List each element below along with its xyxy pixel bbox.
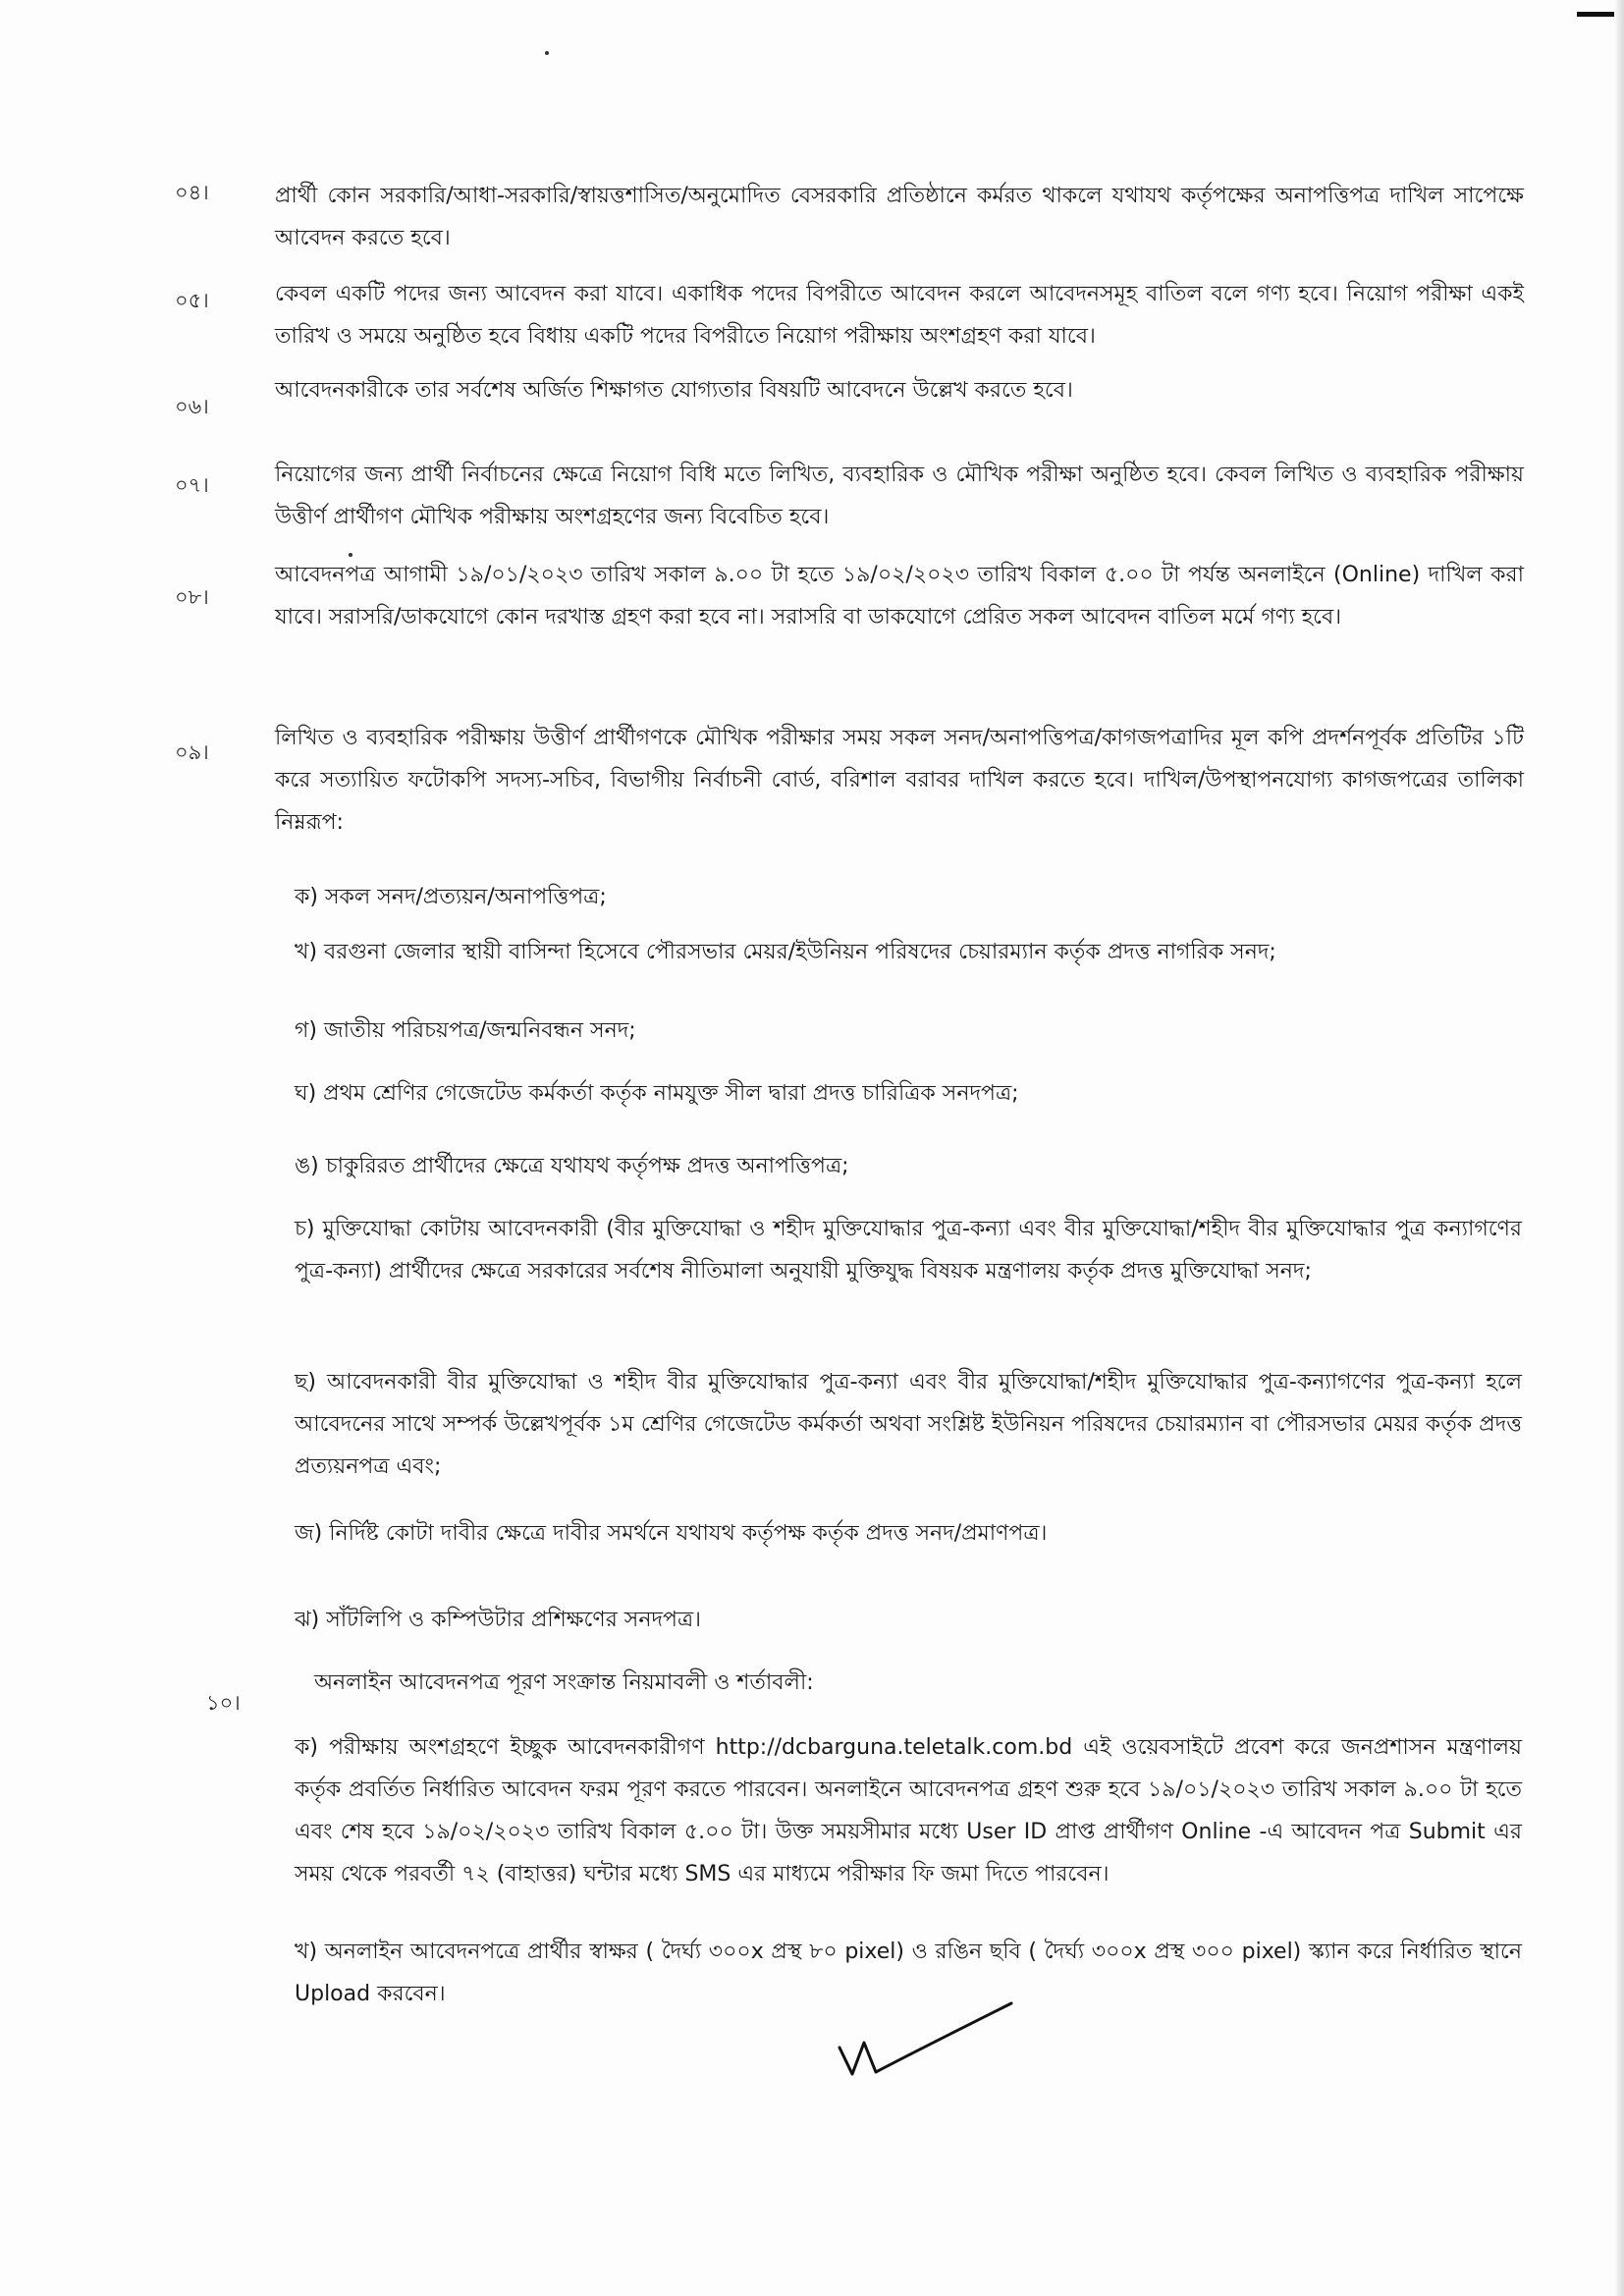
list-item: ঙ) চাকুরিরত প্রার্থীদের ক্ষেত্রে যথাযথ কর্তৃপক্ষ প্রদত্ত অনাপত্তিপত্র;: [295, 1154, 849, 1178]
item-text: লিখিত ও ব্যবহারিক পরীক্ষায় উত্তীর্ণ প্রার্থীগণকে মৌখিক পরীক্ষার সময় সকল সনদ/অনাপত্তিপত্র/কাগজপত্রাদির মূল কপি প্রদর্শনপূর্বক প্রতিটির ১টি করে সত্যায়িত ফটোকপি সদস্য-সচিব, বিভাগীয় নির্বাচনী বোর্ড, বরিশাল বরাবর দাখিল করতে হবে। দাখিল/উপস্থাপনযোগ্য কাগজপত্রের তালিকা নিম্নরূপ:: [275, 726, 1524, 835]
item-number: ০৭।: [175, 473, 209, 497]
item-number: ০৮।: [175, 585, 209, 609]
item-text: নিয়োগের জন্য প্রার্থী নির্বাচনের ক্ষেত্রে নিয়োগ বিধি মতে লিখিত, ব্যবহারিক ও মৌখিক পরীক্ষা অনুষ্ঠিত হবে। কেবল লিখিত ও ব্যবহারিক পরীক্ষায় উত্তীর্ণ প্রার্থীগণ মৌখিক পরীক্ষায় অংশগ্রহণের জন্য বিবেচিত হবে।: [275, 463, 1524, 529]
item-number: ০৯।: [175, 740, 209, 764]
list-item: ছ) আবেদনকারী বীর মুক্তিযোদ্ধা ও শহীদ বীর মুক্তিযোদ্ধার পুত্র-কন্যা এবং বীর মুক্তিযোদ্ধা/শহীদ মুক্তিযোদ্ধার পুত্র-কন্যাগণের পুত্র-কন্যা হলে আবেদনের সাথে সম্পর্ক উল্লেখপূর্বক ১ম শ্রেণির গেজেটেড কর্মকর্তা অথবা সংশ্লিষ্ট ইউনিয়ন পরিষদের চেয়ারম্যান বা পৌরসভার মেয়র কর্তৃক প্রদত্ত প্রত্যয়নপত্র এবং;: [295, 1370, 1522, 1479]
list-item: ঘ) প্রথম শ্রেণির গেজেটেড কর্মকর্তা কর্তৃক নামযুক্ত সীল দ্বারা প্রদত্ত চারিত্রিক সনদপত্র;: [295, 1081, 1019, 1106]
item-text: প্রার্থী কোন সরকারি/আধা-সরকারি/স্বায়ত্তশাসিত/অনুমোদিত বেসরকারি প্রতিষ্ঠানে কর্মরত থাকলে যথাযথ কর্তৃপক্ষের অনাপত্তিপত্র দাখিল সাপেক্ষে আবেদন করতে হবে।: [275, 184, 1524, 250]
scan-speck: [545, 51, 549, 55]
list-item: ক) পরীক্ষায় অংশগ্রহণে ইচ্ছুক আবেদনকারীগণ http://dcbarguna.teletalk.com.bd এই ওয়েবসাইটে প্রবেশ করে জনপ্রশাসন মন্ত্রণালয় কর্তৃক প্রবর্তিত নির্ধারিত আবেদন ফরম পূরণ করতে পারবেন। অনলাইনে আবেদনপত্র গ্রহণ শুরু হবে ১৯/০১/২০২৩ তারিখ সকাল ৯.০০ টা হতে এবং শেষ হবে ১৯/০২/২০২৩ তারিখ বিকাল ৫.০০ টা। উক্ত সময়সীমার মধ্যে User ID প্রাপ্ত প্রার্থীগণ Online -এ আবেদন পত্র Submit এর সময় থেকে পরবর্তী ৭২ (বাহাত্তর) ঘন্টার মধ্যে SMS এর মাধ্যমে পরীক্ষার ফি জমা দিতে পারবেন।: [295, 1735, 1522, 1886]
list-item: খ) অনলাইন আবেদনপত্রে প্রার্থীর স্বাক্ষর ( দৈর্ঘ্য ৩০০x প্রস্থ ৮০ pixel) ও রঙিন ছবি ( দৈর্ঘ্য ৩০০x প্রস্থ ৩০০ pixel) স্ক্যান করে নির্ধারিত স্থানে Upload করবেন।: [295, 1940, 1522, 2006]
item-number: ০৬।: [175, 395, 209, 418]
item-text: কেবল একটি পদের জন্য আবেদন করা যাবে। একাধিক পদের বিপরীতে আবেদন করলে আবেদনসমূহ বাতিল বলে গণ্য হবে। নিয়োগ পরীক্ষা একই তারিখ ও সময়ে অনুষ্ঠিত হবে বিধায় একটি পদের বিপরীতে নিয়োগ পরীক্ষায় অংশগ্রহণ করা যাবে।: [275, 282, 1524, 349]
list-item: খ) বরগুনা জেলার স্থায়ী বাসিন্দা হিসেবে পৌরসভার মেয়র/ইউনিয়ন পরিষদের চেয়ারম্যান কর্তৃক প্রদত্ত নাগরিক সনদ;: [295, 940, 1276, 964]
item-number: ০৫।: [175, 289, 209, 312]
list-item: ক) সকল সনদ/প্রত্যয়ন/অনাপত্তিপত্র;: [295, 885, 607, 909]
item-text: আবেদনকারীকে তার সর্বশেষ অর্জিত শিক্ষাগত যোগ্যতার বিষয়টি আবেদনে উল্লেখ করতে হবে।: [275, 378, 1073, 403]
item-number: ১০।: [206, 1691, 241, 1715]
signature: [825, 1994, 1021, 2082]
scan-edge-shadow: [1614, 0, 1624, 2296]
list-item: গ) জাতীয় পরিচয়পত্র/জন্মনিবন্ধন সনদ;: [295, 1018, 636, 1043]
list-item: ঝ) সাঁটলিপি ও কম্পিউটার প্রশিক্ষণের সনদপত্র।: [295, 1608, 701, 1632]
list-item: জ) নির্দিষ্ট কোটা দাবীর ক্ষেত্রে দাবীর সমর্থনে যথাযথ কর্তৃপক্ষ কর্তৃক প্রদত্ত সনদ/প্রমাণপত্র।: [295, 1521, 1048, 1546]
item-number: ০৪।: [175, 181, 209, 204]
list-item: চ) মুক্তিযোদ্ধা কোটায় আবেদনকারী (বীর মুক্তিযোদ্ধা ও শহীদ মুক্তিযোদ্ধার পুত্র-কন্যা এবং বীর মুক্তিযোদ্ধা/শহীদ বীর মুক্তিযোদ্ধার পুত্র কন্যাগণের পুত্র-কন্যা) প্রার্থীদের ক্ষেত্রে সরকারের সর্বশেষ নীতিমালা অনুযায়ী মুক্তিযুদ্ধ বিষয়ক মন্ত্রণালয় কর্তৃক প্রদত্ত মুক্তিযোদ্ধা সনদ;: [295, 1217, 1522, 1284]
item-text: আবেদনপত্র আগামী ১৯/০১/২০২৩ তারিখ সকাল ৯.০০ টা হতে ১৯/০২/২০২৩ তারিখ বিকাল ৫.০০ টা পর্যন্ত অনলাইনে (Online) দাখিল করা যাবে। সরাসরি/ডাকযোগে কোন দরখাস্ত গ্রহণ করা হবে না। সরাসরি বা ডাকযোগে প্রেরিত সকল আবেদন বাতিল মর্মে গণ্য হবে।: [275, 563, 1524, 629]
item-heading: অনলাইন আবেদনপত্র পূরণ সংক্রান্ত নিয়মাবলী ও শর্তাবলী:: [314, 1670, 814, 1695]
